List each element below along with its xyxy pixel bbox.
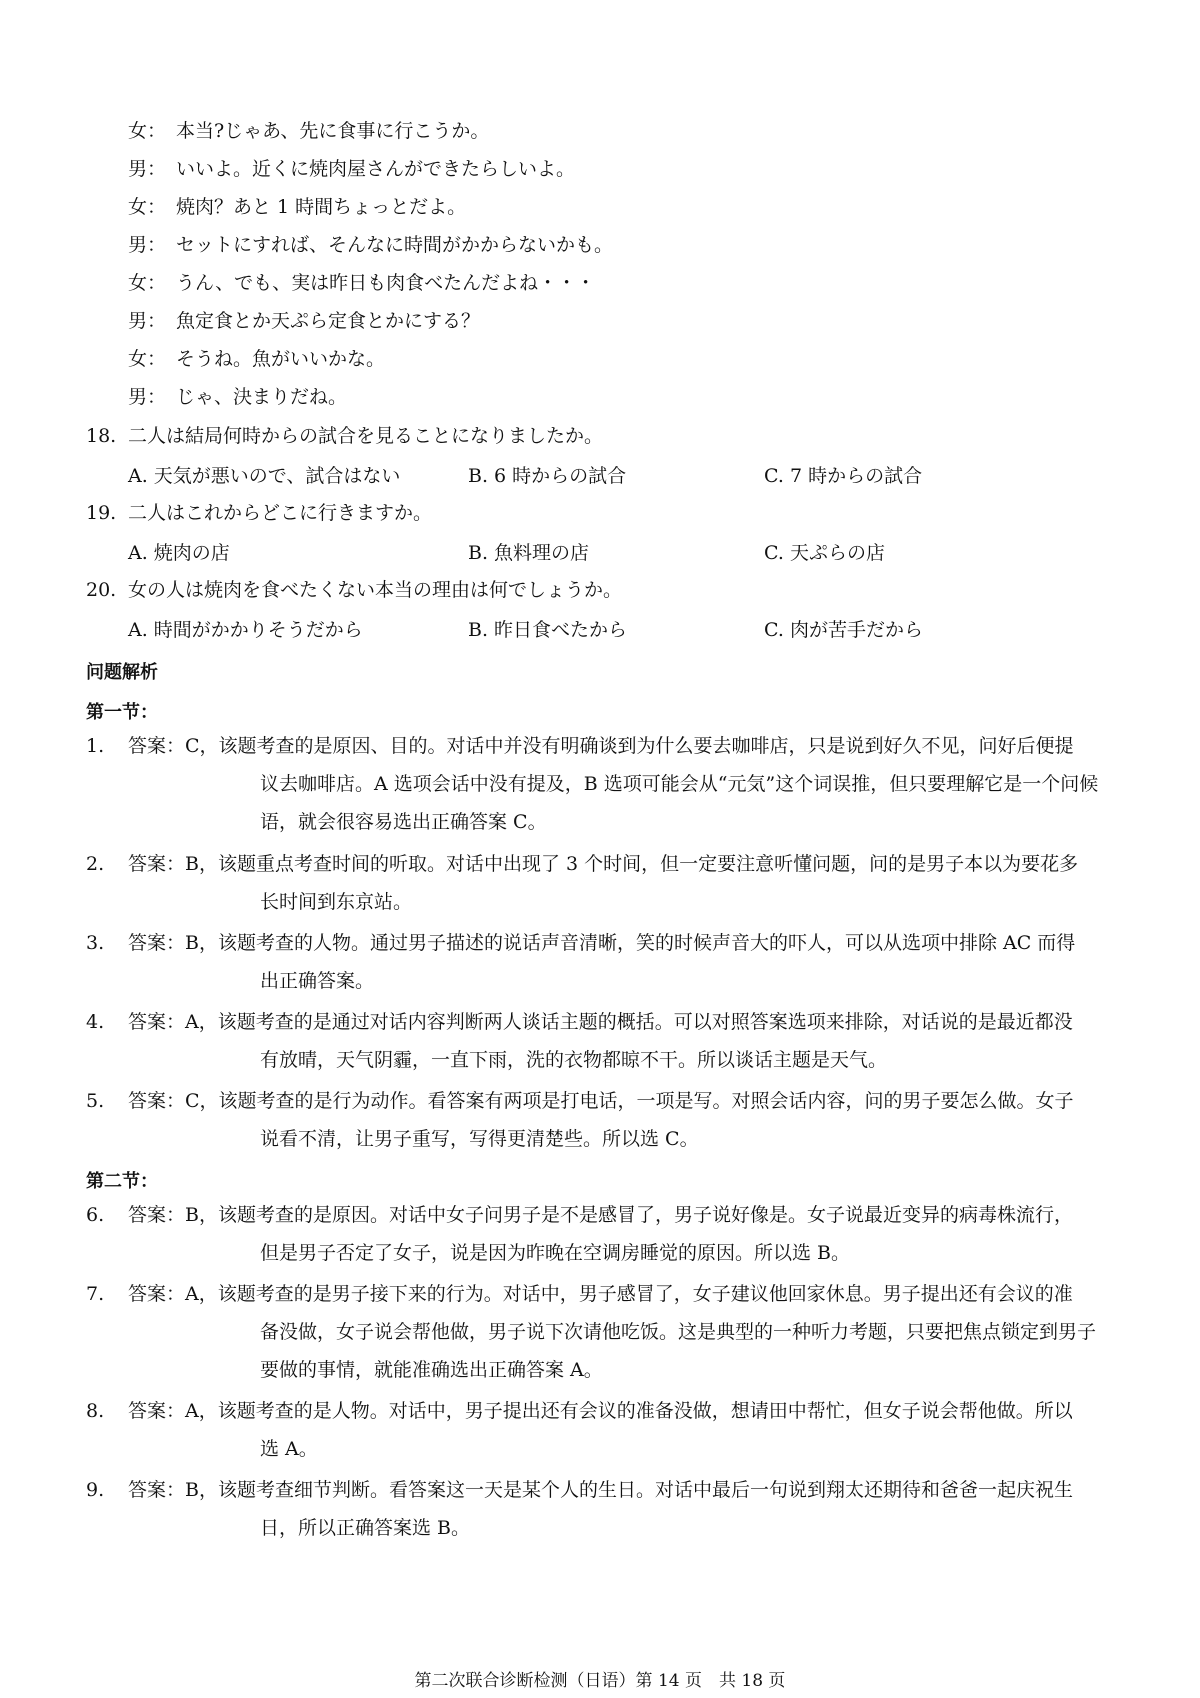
answer-line: 答案：B，该题重点考查时间的听取。对话中出现了 3 个时间，但一定要注意听懂问题，问的是男子本以为要花多 bbox=[128, 853, 1079, 875]
speaker: 女： bbox=[128, 120, 167, 142]
answer-line: 议去咖啡店。A 选项会话中没有提及，B 选项可能会从“元気”这个词误推，但只要理解它是一个问候 bbox=[260, 773, 1099, 795]
page-footer: 第二次联合诊断检测（日语）第 14 页 共 18 页 bbox=[414, 1671, 786, 1691]
answer-line: 答案：B，该题考查细节判断。看答案这一天是某个人的生日。对话中最后一句说到翔太还期待和爸爸一起庆祝生 bbox=[128, 1479, 1073, 1501]
option-c: C. 肉が苦手だから bbox=[764, 619, 923, 641]
speaker: 女： bbox=[128, 196, 167, 218]
answer-number: 9. bbox=[86, 1479, 105, 1501]
answer-line: 备没做，女子说会帮他做，男子说下次请他吃饭。这是典型的一种听力考题，只要把焦点锁定到男子 bbox=[260, 1321, 1097, 1343]
answer-9 bbox=[86, 1471, 1122, 1547]
answer-line: 长时间到东京站。 bbox=[260, 891, 413, 913]
answer-line: 答案：C，该题考查的是行为动作。看答案有两项是打电话，一项是写。对照会话内容，问的男子要怎么做。女子 bbox=[128, 1090, 1074, 1112]
speaker: 男： bbox=[128, 310, 167, 332]
answer-line: 但是男子否定了女子，说是因为昨晚在空调房睡觉的原因。所以选 B。 bbox=[260, 1242, 851, 1264]
answer-line: 日，所以正确答案选 B。 bbox=[260, 1517, 471, 1539]
question-text: 二人は結局何時からの試合を見ることになりましたか。 bbox=[128, 425, 604, 447]
answer-number: 6. bbox=[86, 1204, 105, 1226]
answer-line: 出正确答案。 bbox=[260, 970, 375, 992]
dialogue-line bbox=[128, 378, 613, 416]
answer-3 bbox=[86, 924, 1122, 1000]
answer-number: 8. bbox=[86, 1400, 105, 1422]
answer-number: 4. bbox=[86, 1011, 105, 1033]
answer-4 bbox=[86, 1003, 1122, 1079]
option-c: C. 7 時からの試合 bbox=[764, 465, 923, 487]
speaker: 男： bbox=[128, 158, 167, 180]
utterance: 魚定食とか天ぷら定食とかにする？ bbox=[176, 310, 481, 332]
answer-line: 选 A。 bbox=[260, 1438, 318, 1460]
speaker: 女： bbox=[128, 348, 167, 370]
speaker: 男： bbox=[128, 234, 167, 256]
dialogue-line bbox=[128, 302, 613, 340]
dialogue-line bbox=[128, 188, 613, 226]
dialogue-line bbox=[128, 226, 613, 264]
question-number: 19. bbox=[86, 502, 117, 524]
utterance: じゃ、決まりだね。 bbox=[176, 386, 348, 408]
analysis-title: 问题解析 bbox=[86, 662, 158, 683]
utterance: 本当?じゃあ、先に食事に行こうか。 bbox=[176, 120, 490, 142]
answer-line: 要做的事情，就能准确选出正确答案 A。 bbox=[260, 1359, 603, 1381]
question-text: 二人はこれからどこに行きますか。 bbox=[128, 502, 433, 524]
option-a: A. 時間がかかりそうだから bbox=[128, 619, 363, 641]
speaker: 男： bbox=[128, 386, 167, 408]
answer-1 bbox=[86, 727, 1122, 841]
section-2-title: 第二节： bbox=[86, 1171, 158, 1192]
question-number: 18. bbox=[86, 425, 117, 447]
answer-line: 有放晴，天气阴霾，一直下雨，洗的衣物都晾不干。所以谈话主题是天气。 bbox=[260, 1049, 888, 1071]
answer-line: 语，就会很容易选出正确答案 C。 bbox=[260, 811, 547, 833]
dialogue bbox=[128, 112, 613, 416]
answer-7 bbox=[86, 1275, 1122, 1389]
question-18 bbox=[86, 421, 603, 448]
answer-number: 7. bbox=[86, 1283, 105, 1305]
option-b: B. 魚料理の店 bbox=[468, 542, 590, 564]
utterance: いいよ。近くに焼肉屋さんができたらしいよ。 bbox=[176, 158, 576, 180]
answer-line: 说看不清，让男子重写，写得更清楚些。所以选 C。 bbox=[260, 1128, 699, 1150]
answer-5 bbox=[86, 1082, 1122, 1158]
answer-line: 答案：A，该题考查的是通过对话内容判断两人谈话主题的概括。可以对照答案选项来排除，对话说的是最近都没 bbox=[128, 1011, 1073, 1033]
answer-8 bbox=[86, 1392, 1122, 1468]
answer-number: 5. bbox=[86, 1090, 105, 1112]
dialogue-line bbox=[128, 112, 613, 150]
utterance: うん、でも、実は昨日も肉食べたんだよね・・・ bbox=[176, 272, 596, 294]
option-a: A. 焼肉の店 bbox=[128, 542, 230, 564]
answer-6 bbox=[86, 1196, 1122, 1272]
dialogue-line bbox=[128, 340, 613, 378]
answer-2 bbox=[86, 845, 1122, 921]
dialogue-line bbox=[128, 150, 613, 188]
option-c: C. 天ぷらの店 bbox=[764, 542, 885, 564]
answer-line: 答案：B，该题考查的人物。通过男子描述的说话声音清晰，笑的时候声音大的吓人，可以从选项中排除 AC 而得 bbox=[128, 932, 1076, 954]
utterance: セットにすれば、そんなに時間がかからないかも。 bbox=[176, 234, 614, 256]
question-19 bbox=[86, 498, 432, 525]
utterance: 焼肉？あと 1 時間ちょっとだよ。 bbox=[176, 196, 467, 218]
question-20 bbox=[86, 575, 622, 602]
utterance: そうね。魚がいいかな。 bbox=[176, 348, 386, 370]
speaker: 女： bbox=[128, 272, 167, 294]
option-b: B. 昨日食べたから bbox=[468, 619, 628, 641]
answer-number: 1. bbox=[86, 735, 105, 757]
answer-line: 答案：C，该题考查的是原因、目的。对话中并没有明确谈到为什么要去咖啡店，只是说到好久不见，问好后便提 bbox=[128, 735, 1074, 757]
question-text: 女の人は焼肉を食べたくない本当の理由は何でしょうか。 bbox=[128, 579, 623, 601]
section-1-title: 第一节： bbox=[86, 702, 158, 723]
answer-number: 3. bbox=[86, 932, 105, 954]
answer-number: 2. bbox=[86, 853, 105, 875]
answer-line: 答案：A，该题考查的是男子接下来的行为。对话中，男子感冒了，女子建议他回家休息。男子提出还有会议的准 bbox=[128, 1283, 1073, 1305]
dialogue-line bbox=[128, 264, 613, 302]
question-number: 20. bbox=[86, 579, 117, 601]
answer-line: 答案：B，该题考查的是原因。对话中女子问男子是不是感冒了，男子说好像是。女子说最近变异的病毒株流行， bbox=[128, 1204, 1073, 1226]
option-b: B. 6 時からの試合 bbox=[468, 465, 627, 487]
answer-line: 答案：A，该题考查的是人物。对话中，男子提出还有会议的准备没做，想请田中帮忙，但女子说会帮他做。所以 bbox=[128, 1400, 1073, 1422]
option-a: A. 天気が悪いので、試合はない bbox=[128, 465, 401, 487]
